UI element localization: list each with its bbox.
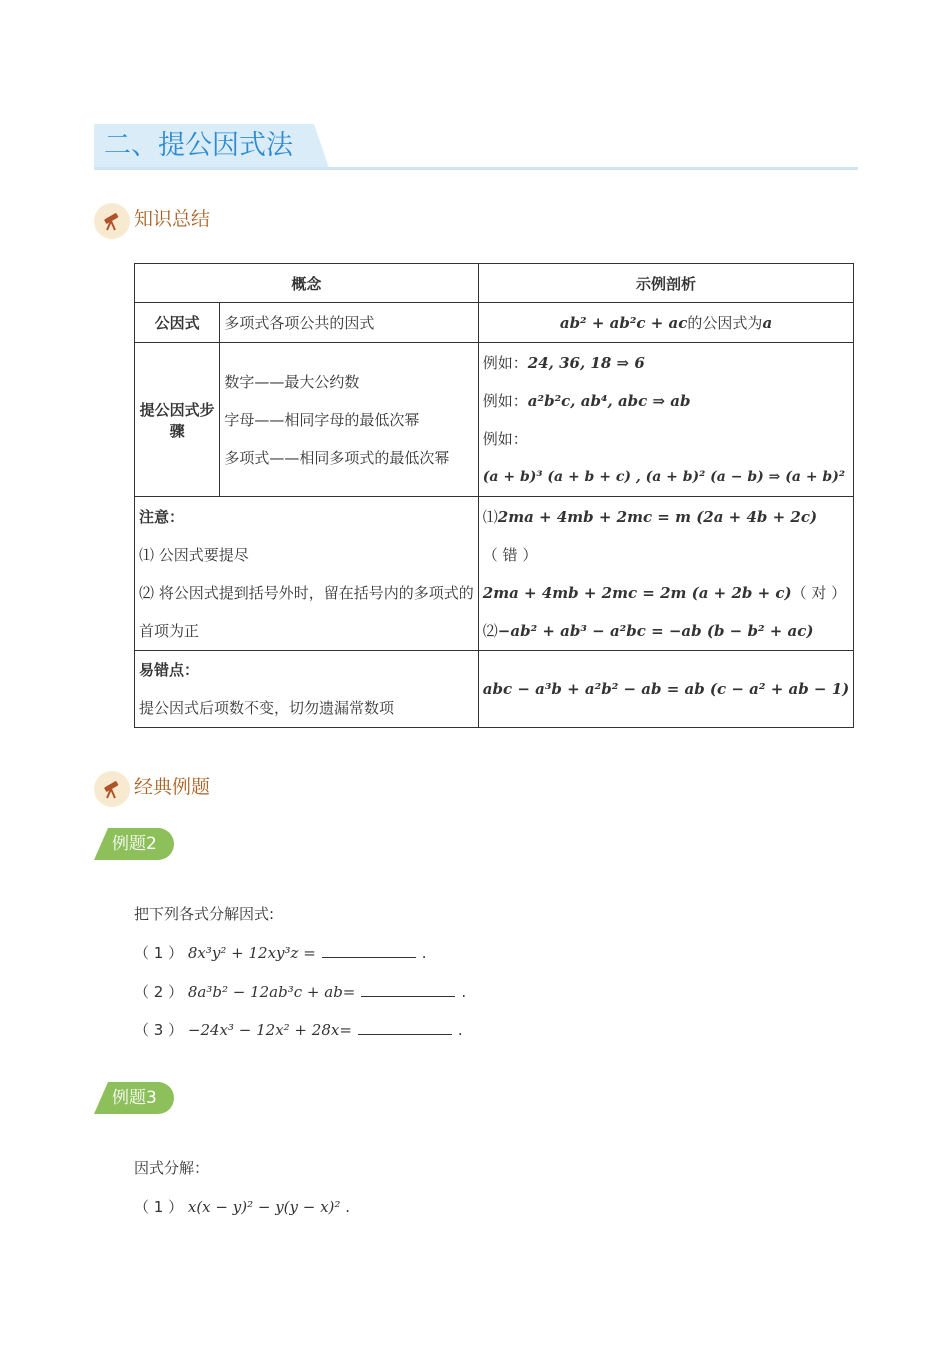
notes-title: 注意： xyxy=(139,507,185,526)
example2-prompt: 把下列各式分解因式: xyxy=(134,905,275,923)
note-2: ⑵ 将公因式提到括号外时，留在括号内的多项式的 xyxy=(139,583,474,602)
section-title: 二、提公因式法 xyxy=(104,130,293,161)
example-right: 2ma + 4mb + 2mc = 2m (a + 2b + c) xyxy=(482,583,792,602)
row-notes xyxy=(135,497,479,651)
answer-blank[interactable] xyxy=(361,984,455,997)
telescope-icon xyxy=(94,771,130,807)
row-steps-examples: 例如：24, 36, 18 ⇒ 6 例如：a²b²c, ab⁴, abc ⇒ ab 例如： (a + b)³ (a + b + c) , (a + b)² (a − b) ⇒ (a + b)² xyxy=(478,343,853,497)
step-number: 数字——最大公约数 xyxy=(224,372,360,391)
example2-label: 例题2 xyxy=(112,834,157,854)
telescope-icon xyxy=(94,203,130,239)
note-1: ⑴ 公因式要提尽 xyxy=(139,545,249,564)
pitfall-title: 易错点： xyxy=(139,661,200,679)
answer-blank[interactable] xyxy=(358,1022,452,1035)
section-divider xyxy=(94,167,858,170)
row-notes-examples: ⑴2ma + 4mb + 2mc = m (2a + 4b + 2c) （ 错 ） 2ma + 4mb + 2mc = 2m (a + 2b + c)（ 对 ） ⑵−ab² + ab³ − a²bc = −ab (b − b² + ac) xyxy=(478,497,853,651)
step-polynomial: 多项式——相同多项式的最低次幂 xyxy=(224,448,450,467)
question-item: （ 2 ） 8a³b² − 12ab³c + ab= . xyxy=(134,983,467,1001)
mark-wrong: （ 错 ） xyxy=(482,545,538,564)
knowledge-table xyxy=(134,263,854,728)
row-pitfall xyxy=(135,651,479,728)
row-steps xyxy=(220,343,478,497)
header-example: 示例剖析 xyxy=(478,264,853,303)
example-letters: a²b²c, ab⁴, abc ⇒ ab xyxy=(527,391,691,410)
note-2-cont: 首项为正 xyxy=(139,621,200,640)
knowledge-title: 知识总结 xyxy=(134,208,211,230)
header-concept: 概念 xyxy=(135,264,479,303)
row-label-common-factor: 公因式 xyxy=(135,303,220,343)
row-example-common-factor: ab² + ab²c + ac的公因式为a xyxy=(478,303,853,343)
answer-blank[interactable] xyxy=(322,945,416,958)
classic-title: 经典例题 xyxy=(134,776,211,798)
pitfall-example: abc − a³b + a²b² − ab = ab (c − a² + ab − 1) xyxy=(482,680,850,698)
question-item: （ 1 ） x(x − y)² − y(y − x)² . xyxy=(134,1198,350,1216)
example3-label: 例题3 xyxy=(112,1088,157,1108)
example-wrong: 2ma + 4mb + 2mc = m (2a + 4b + 2c) xyxy=(497,507,818,526)
example3-prompt: 因式分解： xyxy=(134,1159,210,1177)
row-pitfall-example xyxy=(478,651,853,728)
row-desc-common-factor: 多项式各项公共的因式 xyxy=(220,303,478,343)
example-prefix: 例如： xyxy=(482,429,528,448)
example-polynomials: (a + b)³ (a + b + c) , (a + b)² (a − b) ⇒ (a + b)² xyxy=(482,468,845,485)
step-letter: 字母——相同字母的最低次幂 xyxy=(224,410,420,429)
question-item: （ 1 ） 8x³y² + 12xy³z = . xyxy=(134,944,427,962)
pitfall-desc: 提公因式后项数不变，切勿遗漏常数项 xyxy=(139,699,395,717)
question-item: （ 3 ） −24x³ − 12x² + 28x= . xyxy=(134,1021,463,1039)
row-label-steps: 提公因式步骤 xyxy=(135,343,220,497)
example-negative: −ab² + ab³ − a²bc = −ab (b − b² + ac) xyxy=(497,621,814,640)
example-numbers: 24, 36, 18 ⇒ 6 xyxy=(527,353,645,372)
